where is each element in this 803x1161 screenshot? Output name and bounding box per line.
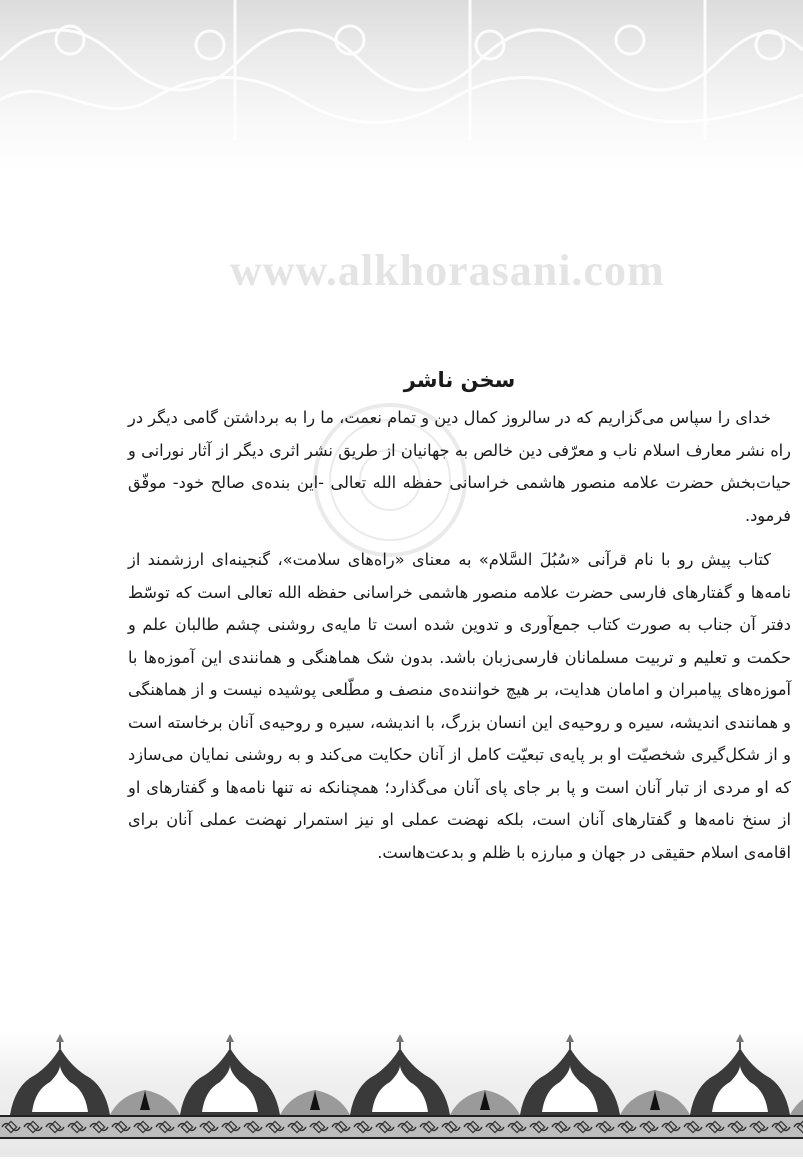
knot-band [0,1115,803,1139]
paragraph-2: کتاب پیش رو با نام قرآنی «سُبُلَ السَّلام» به معنای «راه‌های سلامت»، گنجینه‌ای ارزشمند از نامه‌ها و گفتارهای فارسی حضرت علامه منصور هاشمی خراسانی حفظه الله تعالی است که توسّط دفتر آن جناب به صورت کتاب جمع‌آوری و تدوین شده است تا مایه‌ی روشنی چشم طالبان علم و حکمت و تعلیم و تربیت مسلمانان فارسی‌زبان باشد. بدون شک هماهنگی و همانندی این آموزه‌ها با آموزه‌های پیامبران و امامان هدایت، بر هیچ خواننده‌ی منصف و مطّلعی پوشیده نیست و از هماهنگی و همانندی اندیشه، سیره و روحیه‌ی این انسان بزرگ، با اندیشه، سیره و روحیه‌ی آنان برخاسته است و از شکل‌گیری شخصیّت او بر پایه‌ی تبعیّت کامل از آنان حکایت می‌کند و به روشنی نمایان می‌سازد که او مردی از تبار آنان است و پا بر جای پای آنان می‌گذارد؛ همچنانکه نه تنها نامه‌ها و گفتارهای او از سنخ نامه‌ها و گفتارهای آنان است، بلکه نهضت عملی او نیز استمرار نهضت عملی آنان برای اقامه‌ی اسلام حقیقی در جهان و مبارزه با ظلم و بدعت‌هاست. [128,550,791,862]
top-ornament-border [0,0,803,170]
website-watermark: www.alkhorasani.com [230,246,665,295]
knot-pattern-icon [0,1117,803,1137]
arabesque-pattern-icon [0,0,803,170]
publisher-note [128,368,791,869]
paragraph-1: خدای را سپاس می‌گزاریم که در سالروز کمال دین و تمام نعمت، ما را به برداشتن گامی دیگر در راه نشر معارف اسلام ناب و معرّفی دین خالص به جهانیان از طریق نشر اثری دیگر از آثار نورانی و حیات‌بخش حضرت علامه منصور هاشمی خراسانی حفظه الله تعالی -این بنده‌ی صالح خود- موفّق فرمود. [128,408,791,525]
page-title: سخن ناشر [403,368,516,392]
